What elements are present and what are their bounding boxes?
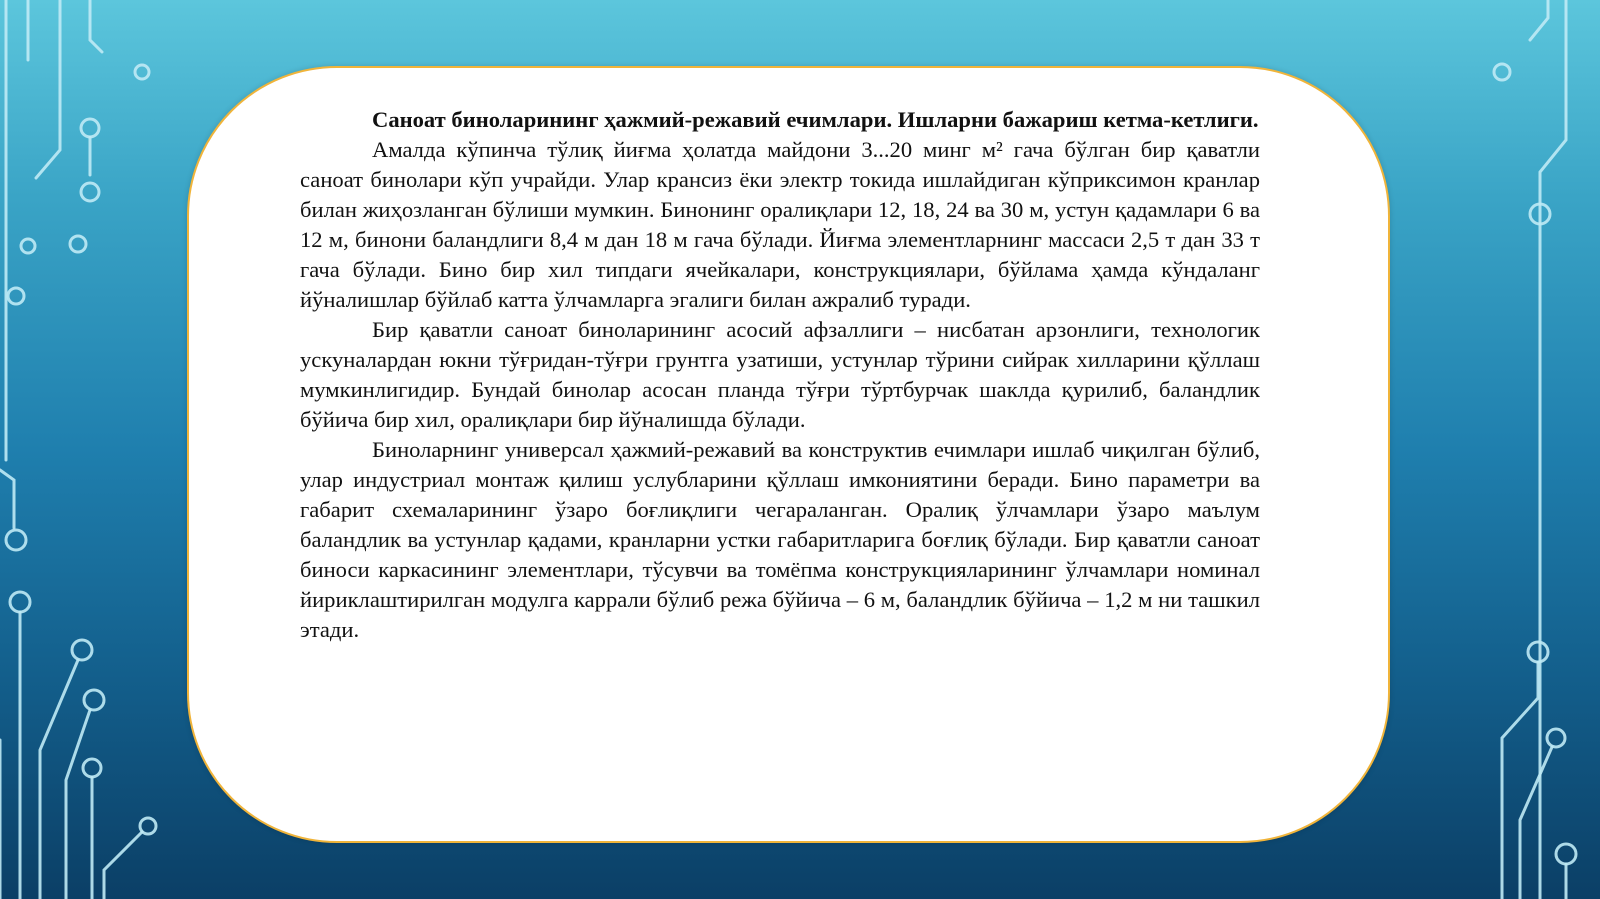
paragraph-2: Бир қаватли саноат биноларининг асосий афзаллиги – нисбатан арзонлиги, технологик ускуналардан юкни тўғридан-тўғри грунтга узатиши, устунлар тўрини сийрак хилларини қўллаш мумкинлигидир. Бундай бинолар асосан планда тўғри тўртбурчак шаклда қурилиб, баландлик бўйича бир хил, оралиқлари бир йўналишда бўлади. bbox=[300, 317, 1260, 432]
slide-text bbox=[300, 105, 1260, 645]
paragraph-1: Амалда кўпинча тўлиқ йиғма ҳолатда майдони 3...20 минг м² гача бўлган бир қаватли саноат бинолари кўп учрайди. Улар крансиз ёки электр токида ишлайдиган кўприксимон кранлар билан жиҳозланган бўлиши мумкин. Бинонинг оралиқлари 12, 18, 24 ва 30 м, устун қадамлари 6 ва 12 м, бинони баландлиги 8,4 м дан 18 м гача бўлади. Йиғма элементларнинг массаси 2,5 т дан 33 т гача бўлади. Бино бир хил типдаги ячейкалари, конструкциялари, бўйлама ҳамда кўндаланг йўналишлар бўйлаб катта ўлчамларга эгалиги билан ажралиб туради. bbox=[300, 137, 1260, 312]
paragraph-3: Биноларнинг универсал ҳажмий-режавий ва конструктив ечимлари ишлаб чиқилган бўлиб, улар индустриал монтаж қилиш услубларини қўллаш имкониятини беради. Бино параметри ва габарит схемаларининг ўзаро боғлиқлиги чегараланган. Оралиқ ўлчамлари ўзаро маълум баландлик ва устунлар қадами, кранларни устки габаритларига боғлиқ бўлади. Бир қаватли саноат биноси каркасининг элементлари, тўсувчи ва томёпма конструкцияларининг ўлчамлари номинал йириклаштирилган модулга каррали бўлиб режа бўйича – 6 м, баландлик бўйича – 1,2 м ни ташкил этади. bbox=[300, 437, 1260, 642]
slide-title: Саноат биноларининг ҳажмий-режавий ечимлари. Ишларни бажариш кетма-кетлиги. bbox=[372, 107, 1259, 132]
